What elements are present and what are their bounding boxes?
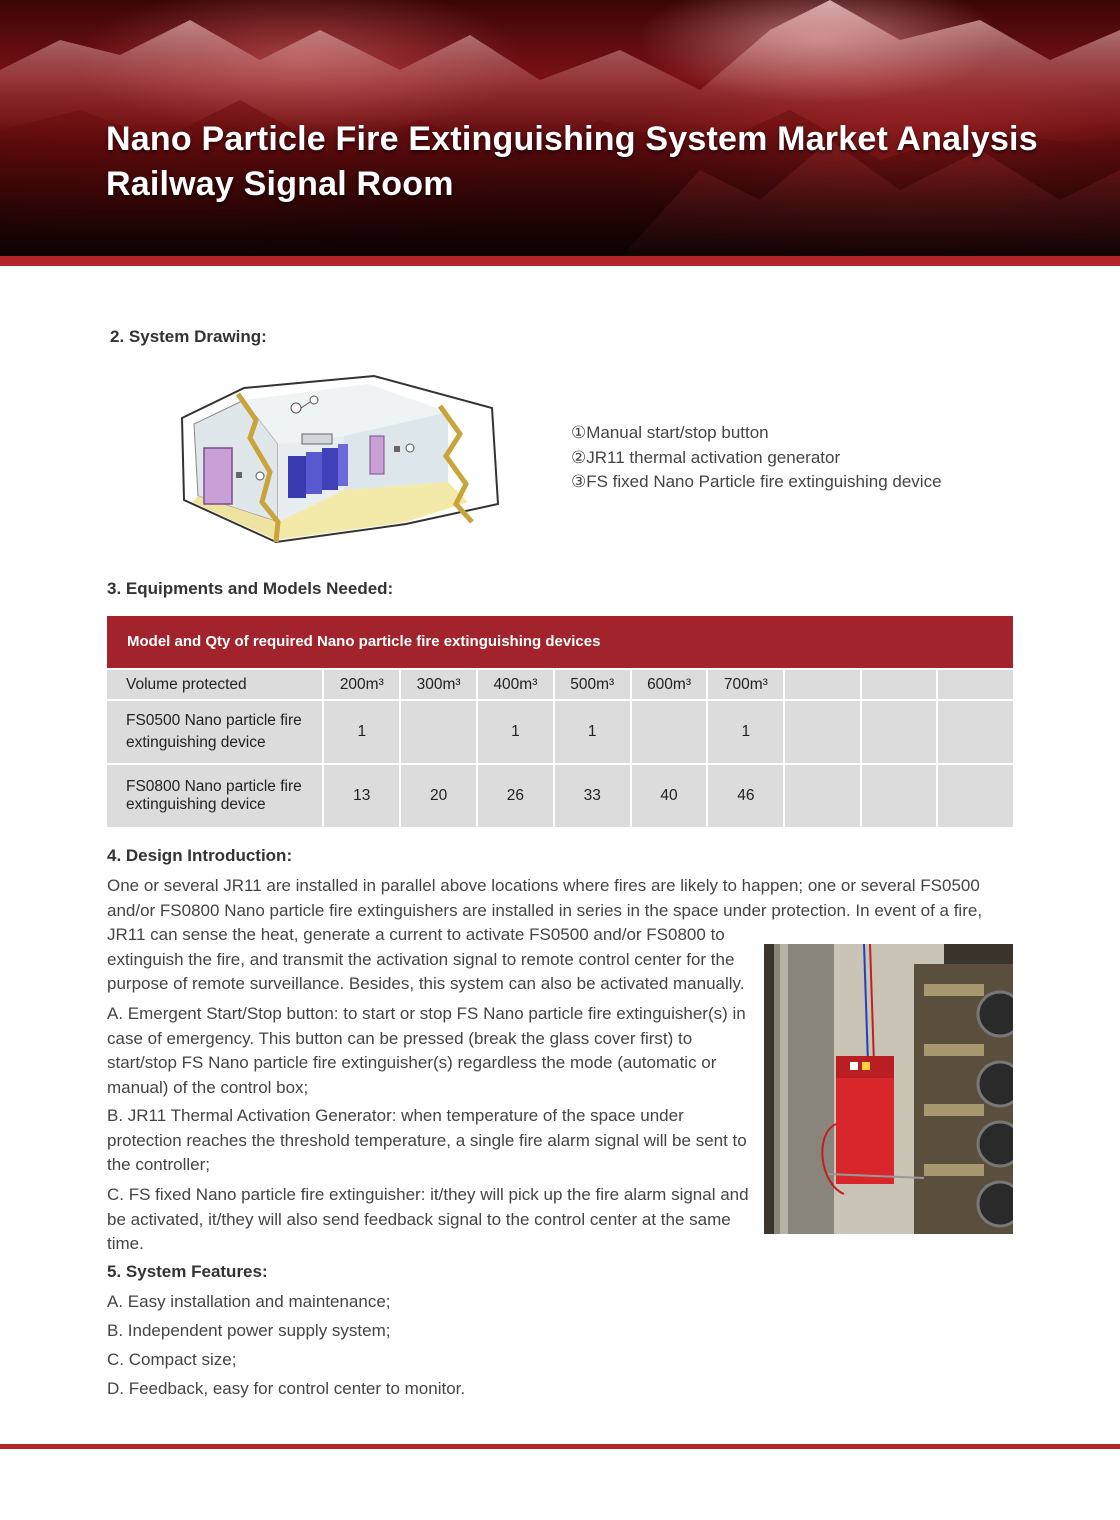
feature-item: C. Compact size; — [107, 1350, 237, 1369]
design-heading: 4. Design Introduction: — [107, 846, 293, 865]
table-header-cell — [938, 670, 1013, 699]
table-cell: 46 — [708, 765, 783, 827]
table-cell: 1 — [555, 701, 630, 763]
table-header-cell — [862, 670, 937, 699]
table-cell: 1 — [478, 701, 553, 763]
legend-item: ①Manual start/stop button — [571, 423, 769, 442]
feature-item: B. Independent power supply system; — [107, 1321, 391, 1340]
table-cell: 26 — [478, 765, 553, 827]
table-header-cell: 500m³ — [555, 670, 630, 699]
design-item-a: A. Emergent Start/Stop button: to start or stop FS Nano particle fire extinguisher(s) in case of emergency. This button can be pressed (break the glass cover first) to start/stop FS Nano particle fire extinguisher(s) regardless the mode (automatic or manual) of the control box; — [107, 1004, 746, 1097]
system-drawing-heading: 2. System Drawing: — [110, 327, 267, 346]
table-header-cell: 600m³ — [632, 670, 707, 699]
table-header-cell: 700m³ — [708, 670, 783, 699]
page-title-line-2: Railway Signal Room — [106, 165, 454, 203]
table-header-cell: 400m³ — [478, 670, 553, 699]
table-row — [107, 670, 1013, 699]
table-cell: 33 — [555, 765, 630, 827]
design-item-b: B. JR11 Thermal Activation Generator: when temperature of the space under protection reaches the threshold temperature, a single fire alarm signal will be sent to the controller; — [107, 1106, 747, 1174]
models-grid — [105, 668, 1015, 829]
table-title: Model and Qty of required Nano particle fire extinguishing devices — [107, 616, 1013, 668]
installation-photo — [764, 944, 1013, 1234]
table-cell — [785, 701, 860, 763]
drawing-legend — [571, 421, 942, 495]
installation-photo-image — [764, 944, 1013, 1234]
table-cell: 1 — [324, 701, 399, 763]
table-cell: FS0800 Nano particle fire extinguishing device — [107, 765, 322, 827]
design-intro-continued: JR11 can sense the heat, generate a current to activate FS0500 and/or FS0800 to extinguish the fire, and transmit the activation signal to remote control center for the purpose of remote surveillance. Besides, this system can also be activated manually. — [107, 925, 745, 993]
feature-item: A. Easy installation and maintenance; — [107, 1292, 391, 1311]
legend-item: ③FS fixed Nano Particle fire extinguishing device — [571, 472, 942, 491]
table-header-cell: Volume protected — [107, 670, 322, 699]
design-item-c: C. FS fixed Nano particle fire extinguisher: it/they will pick up the fire alarm signal and be activated, it/they will also send feedback signal to the control center at the same time. — [107, 1185, 749, 1253]
page-title — [106, 117, 1038, 207]
table-cell — [401, 701, 476, 763]
table-cell — [862, 765, 937, 827]
table-header-cell — [785, 670, 860, 699]
feature-item: D. Feedback, easy for control center to monitor. — [107, 1379, 466, 1398]
page-title-line-1: Nano Particle Fire Extinguishing System Market Analysis — [106, 120, 1038, 158]
table-row — [107, 701, 1013, 763]
table-row — [107, 765, 1013, 827]
table-cell: 20 — [401, 765, 476, 827]
table-cell — [785, 765, 860, 827]
table-header-cell: 300m³ — [401, 670, 476, 699]
table-cell — [938, 701, 1013, 763]
system-drawing-illustration — [178, 372, 502, 546]
design-intro-paragraph: One or several JR11 are installed in parallel above locations where fires are likely to happen; one or several FS0500 and/or FS0800 Nano particle fire extinguishers are installed in series in the space under protection. In event of a fire, — [107, 876, 983, 920]
footer-divider — [0, 1444, 1120, 1449]
equipment-heading: 3. Equipments and Models Needed: — [107, 579, 394, 598]
legend-item: ②JR11 thermal activation generator — [571, 447, 841, 467]
table-cell: 13 — [324, 765, 399, 827]
table-cell: 40 — [632, 765, 707, 827]
table-cell — [632, 701, 707, 763]
header-stripe — [0, 256, 1120, 266]
table-cell: 1 — [708, 701, 783, 763]
table-cell — [862, 701, 937, 763]
table-cell — [938, 765, 1013, 827]
table-cell: FS0500 Nano particle fire extinguishing device — [107, 701, 322, 763]
table-header-cell: 200m³ — [324, 670, 399, 699]
models-table — [107, 616, 1013, 829]
features-heading: 5. System Features: — [107, 1262, 268, 1281]
header-banner — [0, 0, 1120, 258]
